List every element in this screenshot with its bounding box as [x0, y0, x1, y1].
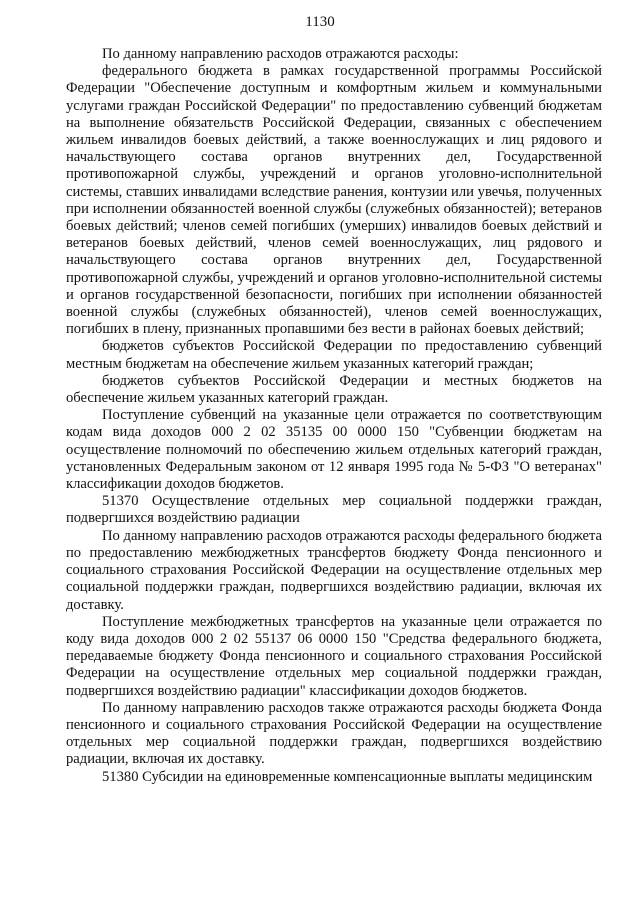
document-body	[66, 46, 602, 786]
page-number: 1130	[305, 14, 335, 30]
paragraph-federal-budget: федерального бюджета в рамках государственной программы Российской Федерации "Обеспечение доступным и комфортным жильем и коммунальными услугами граждан Российской Федерации" по предоставлению субвенций бюджетам на выполнение обязательств Российской Федерации, связанных с обеспечением жильем инвалидов боевых действий, а также военнослужащих и лиц рядового и начальствующего состава органов внутренних дел, Государственной противопожарной службы, учреждений и органов уголовно-исполнительной системы, ставших инвалидами вследствие ранения, контузии или увечья, полученных при исполнении обязанностей военной службы (служебных обязанностей); ветеранов боевых действий; членов семей погибших (умерших) инвалидов боевых действий и ветеранов боевых действий, членов семей военнослужащих, лиц рядового и начальствующего состава органов внутренних дел, Государственной противопожарной службы, учреждений и органов уголовно-исполнительной системы и органов государственной безопасности, погибших при исполнении обязанностей военной службы (служебных обязанностей), членов семей военнослужащих, погибших в плену, признанных пропавшими без вести в районах боевых действий;	[66, 63, 602, 338]
section-heading-51370: 51370 Осуществление отдельных мер социальной поддержки граждан, подвергшихся воздействию радиации	[66, 493, 602, 527]
paragraph-51370-expenses: По данному направлению расходов отражаются расходы федерального бюджета по предоставлению межбюджетных трансфертов бюджету Фонда пенсионного и социального страхования Российской Федерации на осуществление отдельных мер социальной поддержки граждан, подвергшихся воздействию радиации, включая их доставку.	[66, 527, 602, 613]
paragraph-51370-income-code: Поступление межбюджетных трансфертов на указанные цели отражается по коду вида доходов 000 2 02 55137 06 0000 150 "Средства федерального бюджета, передаваемые бюджету Фонда пенсионного и социального страхования Российской Федерации на осуществление отдельных мер социальной поддержки граждан, подвергшихся воздействию радиации" классификации доходов бюджетов.	[66, 613, 602, 699]
paragraph-intro: По данному направлению расходов отражаются расходы:	[102, 46, 459, 62]
paragraph-51370-fund-expenses: По данному направлению расходов также отражаются расходы бюджета Фонда пенсионного и социального страхования Российской Федерации на осуществление отдельных мер социальной поддержки граждан, подвергшихся воздействию радиации, включая их доставку.	[66, 699, 602, 768]
paragraph-regional-local-budgets: бюджетов субъектов Российской Федерации и местных бюджетов на обеспечение жильем указанных категорий граждан.	[66, 372, 602, 407]
paragraph-subvention-income-code: Поступление субвенций на указанные цели отражается по соответствующим кодам вида доходов 000 2 02 35135 00 0000 150 "Субвенции бюджетам на осуществление полномочий по обеспечению жильем отдельных категорий граждан, установленных Федеральным законом от 12 января 1995 года № 5-ФЗ "О ветеранах" классификации доходов бюджетов.	[66, 407, 602, 493]
section-heading-51380: 51380 Субсидии на единовременные компенсационные выплаты медицинским	[102, 768, 593, 785]
paragraph-regional-subventions: бюджетов субъектов Российской Федерации по предоставлению субвенций местным бюджетам на обеспечение жильем указанных категорий граждан;	[66, 338, 602, 372]
